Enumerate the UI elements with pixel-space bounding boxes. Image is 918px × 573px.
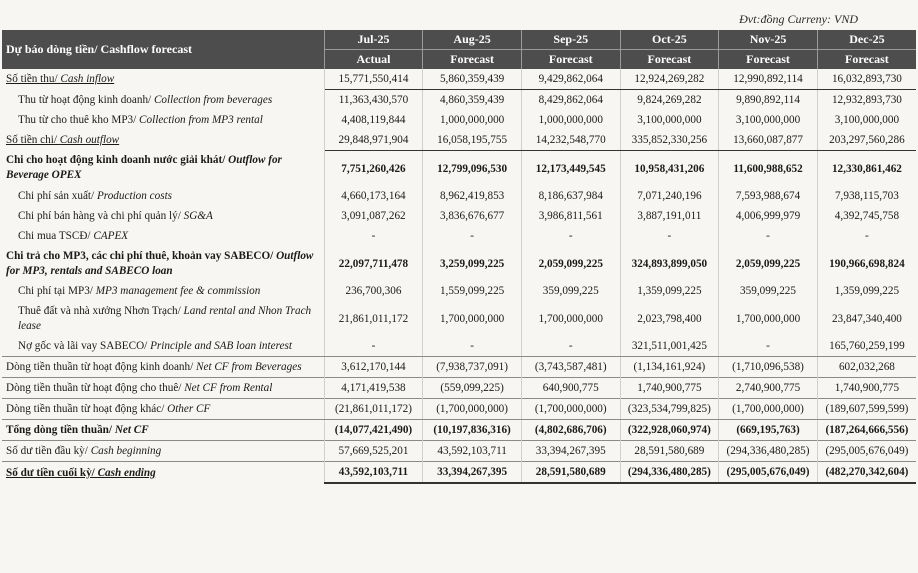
- cell-value: (1,700,000,000): [521, 399, 620, 420]
- row-label-vi: Chi mua TSCĐ/: [18, 230, 94, 242]
- cell-value: 1,359,099,225: [620, 281, 719, 301]
- cell-value: 7,593,988,674: [719, 186, 818, 206]
- row-label-vi: Chi phí bán hàng và chi phí quản lý/: [18, 210, 184, 222]
- cell-value: (295,005,676,049): [719, 462, 818, 484]
- row-collection-beverages: [2, 90, 916, 111]
- row-label-en: CAPEX: [93, 230, 129, 242]
- cell-value: (322,928,060,974): [620, 420, 719, 441]
- header-type: Forecast: [719, 50, 818, 70]
- header-type: Forecast: [620, 50, 719, 70]
- row-cash-outflow: [2, 130, 916, 151]
- cell-value: 3,091,087,262: [324, 206, 423, 226]
- cell-value: 1,700,000,000: [521, 301, 620, 336]
- row-capex: [2, 226, 916, 246]
- cell-value: (482,270,342,604): [817, 462, 916, 484]
- row-label-vi: Dòng tiền thuần từ hoạt động cho thuê/: [6, 382, 185, 394]
- row-beverage-opex: [2, 151, 916, 187]
- cell-value: 7,751,260,426: [324, 151, 423, 187]
- cell-value: 12,330,861,462: [831, 162, 902, 175]
- cell-value: (669,195,763): [719, 420, 818, 441]
- cell-value: (1,700,000,000): [719, 399, 818, 420]
- row-label-en: Production costs: [96, 190, 173, 202]
- header-type: Forecast: [817, 50, 916, 70]
- cell-value: 11,600,988,652: [719, 151, 818, 187]
- row-production-costs: [2, 186, 916, 206]
- row-label-en: Cash outflow: [59, 134, 120, 147]
- cell-value: (21,861,011,172): [324, 399, 423, 420]
- row-cash-inflow: [2, 69, 916, 90]
- cell-value: 236,700,306: [324, 281, 423, 301]
- cell-value: 203,297,560,286: [817, 130, 916, 151]
- row-net-cf-beverages: [2, 357, 916, 378]
- cell-value: 359,099,225: [521, 281, 620, 301]
- cell-value: 3,100,000,000: [834, 114, 900, 126]
- cell-value: 3,100,000,000: [719, 110, 818, 130]
- cell-value: 1,000,000,000: [521, 110, 620, 130]
- cell-value: 1,000,000,000: [423, 110, 522, 130]
- cell-value: -: [521, 226, 620, 246]
- row-label-en: Cash inflow: [60, 73, 115, 86]
- cell-value: -: [521, 336, 620, 357]
- cell-value: 1,700,000,000: [423, 301, 522, 336]
- cell-value: 16,032,893,730: [817, 69, 916, 90]
- header-month: Sep-25: [521, 30, 620, 50]
- cell-value: 9,824,269,282: [620, 90, 719, 111]
- cell-value: 1,740,900,775: [817, 378, 916, 399]
- cell-value: -: [324, 226, 423, 246]
- cell-value: 43,592,103,711: [324, 462, 423, 484]
- cell-value: (14,077,421,490): [324, 420, 423, 441]
- cell-value: 359,099,225: [719, 281, 818, 301]
- header-type: Forecast: [423, 50, 522, 70]
- row-label-vi: Số dư tiền đầu kỳ/: [6, 445, 91, 457]
- currency-unit-note: Đvt:đồng Curreny: VND: [739, 12, 858, 26]
- cell-value: (189,607,599,599): [817, 399, 916, 420]
- row-label-vi: Nợ gốc và lãi vay SABECO/: [18, 340, 151, 352]
- cell-value: 29,848,971,904: [324, 130, 423, 151]
- row-cash-beginning: [2, 441, 916, 462]
- cell-value: 22,097,711,478: [324, 246, 423, 281]
- cell-value: 4,860,359,439: [423, 90, 522, 111]
- cashflow-table: [2, 30, 916, 484]
- cell-value: 12,990,892,114: [719, 69, 818, 90]
- row-net-cf-rental: [2, 378, 916, 399]
- row-label-vi: Số tiền thu/: [6, 73, 61, 86]
- cell-value: 3,612,170,144: [324, 357, 423, 378]
- cell-value: 12,799,096,530: [423, 151, 522, 187]
- cell-value: -: [423, 226, 522, 246]
- row-label-vi: Chi cho hoạt động kinh doanh nước giải khát/: [6, 154, 229, 167]
- header-month: Nov-25: [719, 30, 818, 50]
- cell-value: 13,660,087,877: [719, 130, 818, 151]
- row-label-en: MP3 management fee & commission: [95, 285, 261, 297]
- cell-value: 2,740,900,775: [719, 378, 818, 399]
- cell-value: 21,861,011,172: [324, 301, 423, 336]
- cell-value: -: [620, 226, 719, 246]
- cell-value: 190,966,698,824: [829, 257, 905, 270]
- row-label-en: Outflow for MP3, rentals and SABECO loan: [6, 249, 314, 277]
- cell-value: (294,336,480,285): [620, 462, 719, 484]
- row-label-vi: Chi phí sản xuất/: [18, 190, 97, 202]
- cell-value: 2,059,099,225: [719, 246, 818, 281]
- cell-value: -: [865, 230, 869, 242]
- cell-value: (4,802,686,706): [521, 420, 620, 441]
- row-label-vi: Thu từ hoạt động kinh doanh/: [18, 93, 154, 106]
- cell-value: (10,197,836,316): [423, 420, 522, 441]
- row-mp3-outflow: [2, 246, 916, 281]
- cell-value: 57,669,525,201: [324, 441, 423, 462]
- cell-value: 9,429,862,064: [521, 69, 620, 90]
- header-month: Oct-25: [620, 30, 719, 50]
- cell-value: 28,591,580,689: [620, 441, 719, 462]
- row-label-en: Land rental and Nhon Trach lease: [18, 304, 312, 332]
- cell-value: 165,760,259,199: [817, 336, 916, 357]
- cell-value: 8,186,637,984: [521, 186, 620, 206]
- cell-value: (187,264,666,556): [825, 424, 909, 436]
- cell-value: 28,591,580,689: [521, 462, 620, 484]
- cell-value: 4,392,745,758: [834, 210, 900, 222]
- cell-value: 8,429,862,064: [521, 90, 620, 111]
- row-label-vi: Thu từ cho thuê kho MP3/: [18, 114, 140, 126]
- cell-value: 16,058,195,755: [423, 130, 522, 151]
- row-label-en: Outflow for Beverage OPEX: [6, 154, 282, 182]
- cell-value: (1,134,161,924): [620, 357, 719, 378]
- cell-value: 43,592,103,711: [423, 441, 522, 462]
- cell-value: 1,740,900,775: [620, 378, 719, 399]
- cell-value: 23,847,340,400: [831, 312, 902, 325]
- cell-value: 3,986,811,561: [521, 206, 620, 226]
- cell-value: 12,932,893,730: [831, 94, 902, 106]
- row-label-en: SG&A: [183, 210, 213, 222]
- cell-value: (7,938,737,091): [423, 357, 522, 378]
- cell-value: 2,023,798,400: [620, 301, 719, 336]
- cell-value: 12,924,269,282: [620, 69, 719, 90]
- header-row-months: [2, 30, 916, 50]
- row-sabeco-loan: [2, 336, 916, 357]
- cell-value: (559,099,225): [423, 378, 522, 399]
- cell-value: 33,394,267,395: [423, 462, 522, 484]
- row-land-rental: [2, 301, 916, 336]
- header-month: Dec-25: [817, 30, 916, 50]
- cell-value: 1,559,099,225: [423, 281, 522, 301]
- cell-value: 4,171,419,538: [324, 378, 423, 399]
- cell-value: (1,700,000,000): [423, 399, 522, 420]
- cell-value: 4,408,119,844: [324, 110, 423, 130]
- cell-value: 7,071,240,196: [620, 186, 719, 206]
- cell-value: 33,394,267,395: [521, 441, 620, 462]
- cell-value: 11,363,430,570: [324, 90, 423, 111]
- cell-value: 7,938,115,703: [834, 190, 899, 202]
- cell-value: 5,860,359,439: [423, 69, 522, 90]
- row-label-vi: Chi trả cho MP3, các chi phí thuê, khoản vay SABECO/: [6, 249, 277, 262]
- cell-value: 9,890,892,114: [719, 90, 818, 111]
- cell-value: (294,336,480,285): [719, 441, 818, 462]
- cell-value: 335,852,330,256: [620, 130, 719, 151]
- row-label-vi: Số tiền chi/: [6, 134, 60, 147]
- cell-value: 4,006,999,979: [719, 206, 818, 226]
- cell-value: 12,173,449,545: [521, 151, 620, 187]
- row-label-vi: Tổng dòng tiền thuần/: [6, 424, 115, 436]
- header-month: Aug-25: [423, 30, 522, 50]
- row-label-en: Net CF from Rental: [184, 382, 273, 394]
- row-label-vi: Dòng tiền thuần từ hoạt động khác/: [6, 403, 168, 415]
- cell-value: 8,962,419,853: [423, 186, 522, 206]
- cell-value: (3,743,587,481): [521, 357, 620, 378]
- row-label-en: Collection from beverages: [153, 93, 273, 106]
- cell-value: 3,259,099,225: [423, 246, 522, 281]
- cell-value: 3,887,191,011: [620, 206, 719, 226]
- cell-value: (323,534,799,825): [620, 399, 719, 420]
- row-label-en: Cash beginning: [90, 445, 162, 457]
- row-other-cf: [2, 399, 916, 420]
- cell-value: -: [719, 336, 818, 357]
- row-net-cf-total: [2, 420, 916, 441]
- cell-value: 1,700,000,000: [719, 301, 818, 336]
- cell-value: 1,359,099,225: [834, 285, 900, 297]
- cell-value: (1,710,096,538): [719, 357, 818, 378]
- cell-value: -: [324, 336, 423, 357]
- row-mp3-fee: [2, 281, 916, 301]
- row-collection-mp3-rental: [2, 110, 916, 130]
- header-month: Jul-25: [324, 30, 423, 50]
- row-label-vi: Thuê đất và nhà xưởng Nhơn Trạch/: [18, 304, 184, 317]
- row-cash-ending: [2, 462, 916, 484]
- cell-value: (295,005,676,049): [817, 441, 916, 462]
- row-label-vi: Số dư tiền cuối kỳ/: [6, 466, 98, 479]
- cell-value: 4,660,173,164: [324, 186, 423, 206]
- header-type: Actual: [324, 50, 423, 70]
- cell-value: -: [719, 226, 818, 246]
- cell-value: 14,232,548,770: [521, 130, 620, 151]
- cell-value: 602,032,268: [838, 361, 895, 373]
- cell-value: 2,059,099,225: [521, 246, 620, 281]
- row-label-en: Collection from MP3 rental: [139, 114, 263, 126]
- cell-value: 3,836,676,677: [423, 206, 522, 226]
- cell-value: -: [423, 336, 522, 357]
- row-label-en: Net CF: [114, 424, 149, 436]
- cell-value: 324,893,899,050: [620, 246, 719, 281]
- row-label-en: Other CF: [167, 403, 211, 415]
- row-label-en: Net CF from Beverages: [196, 361, 302, 373]
- row-label-en: Cash ending: [97, 466, 156, 479]
- header-title: Dự báo dòng tiền/ Cashflow forecast: [2, 30, 324, 69]
- row-sga: [2, 206, 916, 226]
- row-label-en: Principle and SAB loan interest: [150, 340, 292, 352]
- cell-value: 15,771,550,414: [324, 69, 423, 90]
- cell-value: 10,958,431,206: [620, 151, 719, 187]
- cell-value: 640,900,775: [521, 378, 620, 399]
- cell-value: 321,511,001,425: [620, 336, 719, 357]
- cell-value: 3,100,000,000: [620, 110, 719, 130]
- header-type: Forecast: [521, 50, 620, 70]
- row-label-vi: Chi phí tại MP3/: [18, 285, 96, 297]
- row-label-vi: Dòng tiền thuần từ hoạt động kinh doanh/: [6, 361, 197, 373]
